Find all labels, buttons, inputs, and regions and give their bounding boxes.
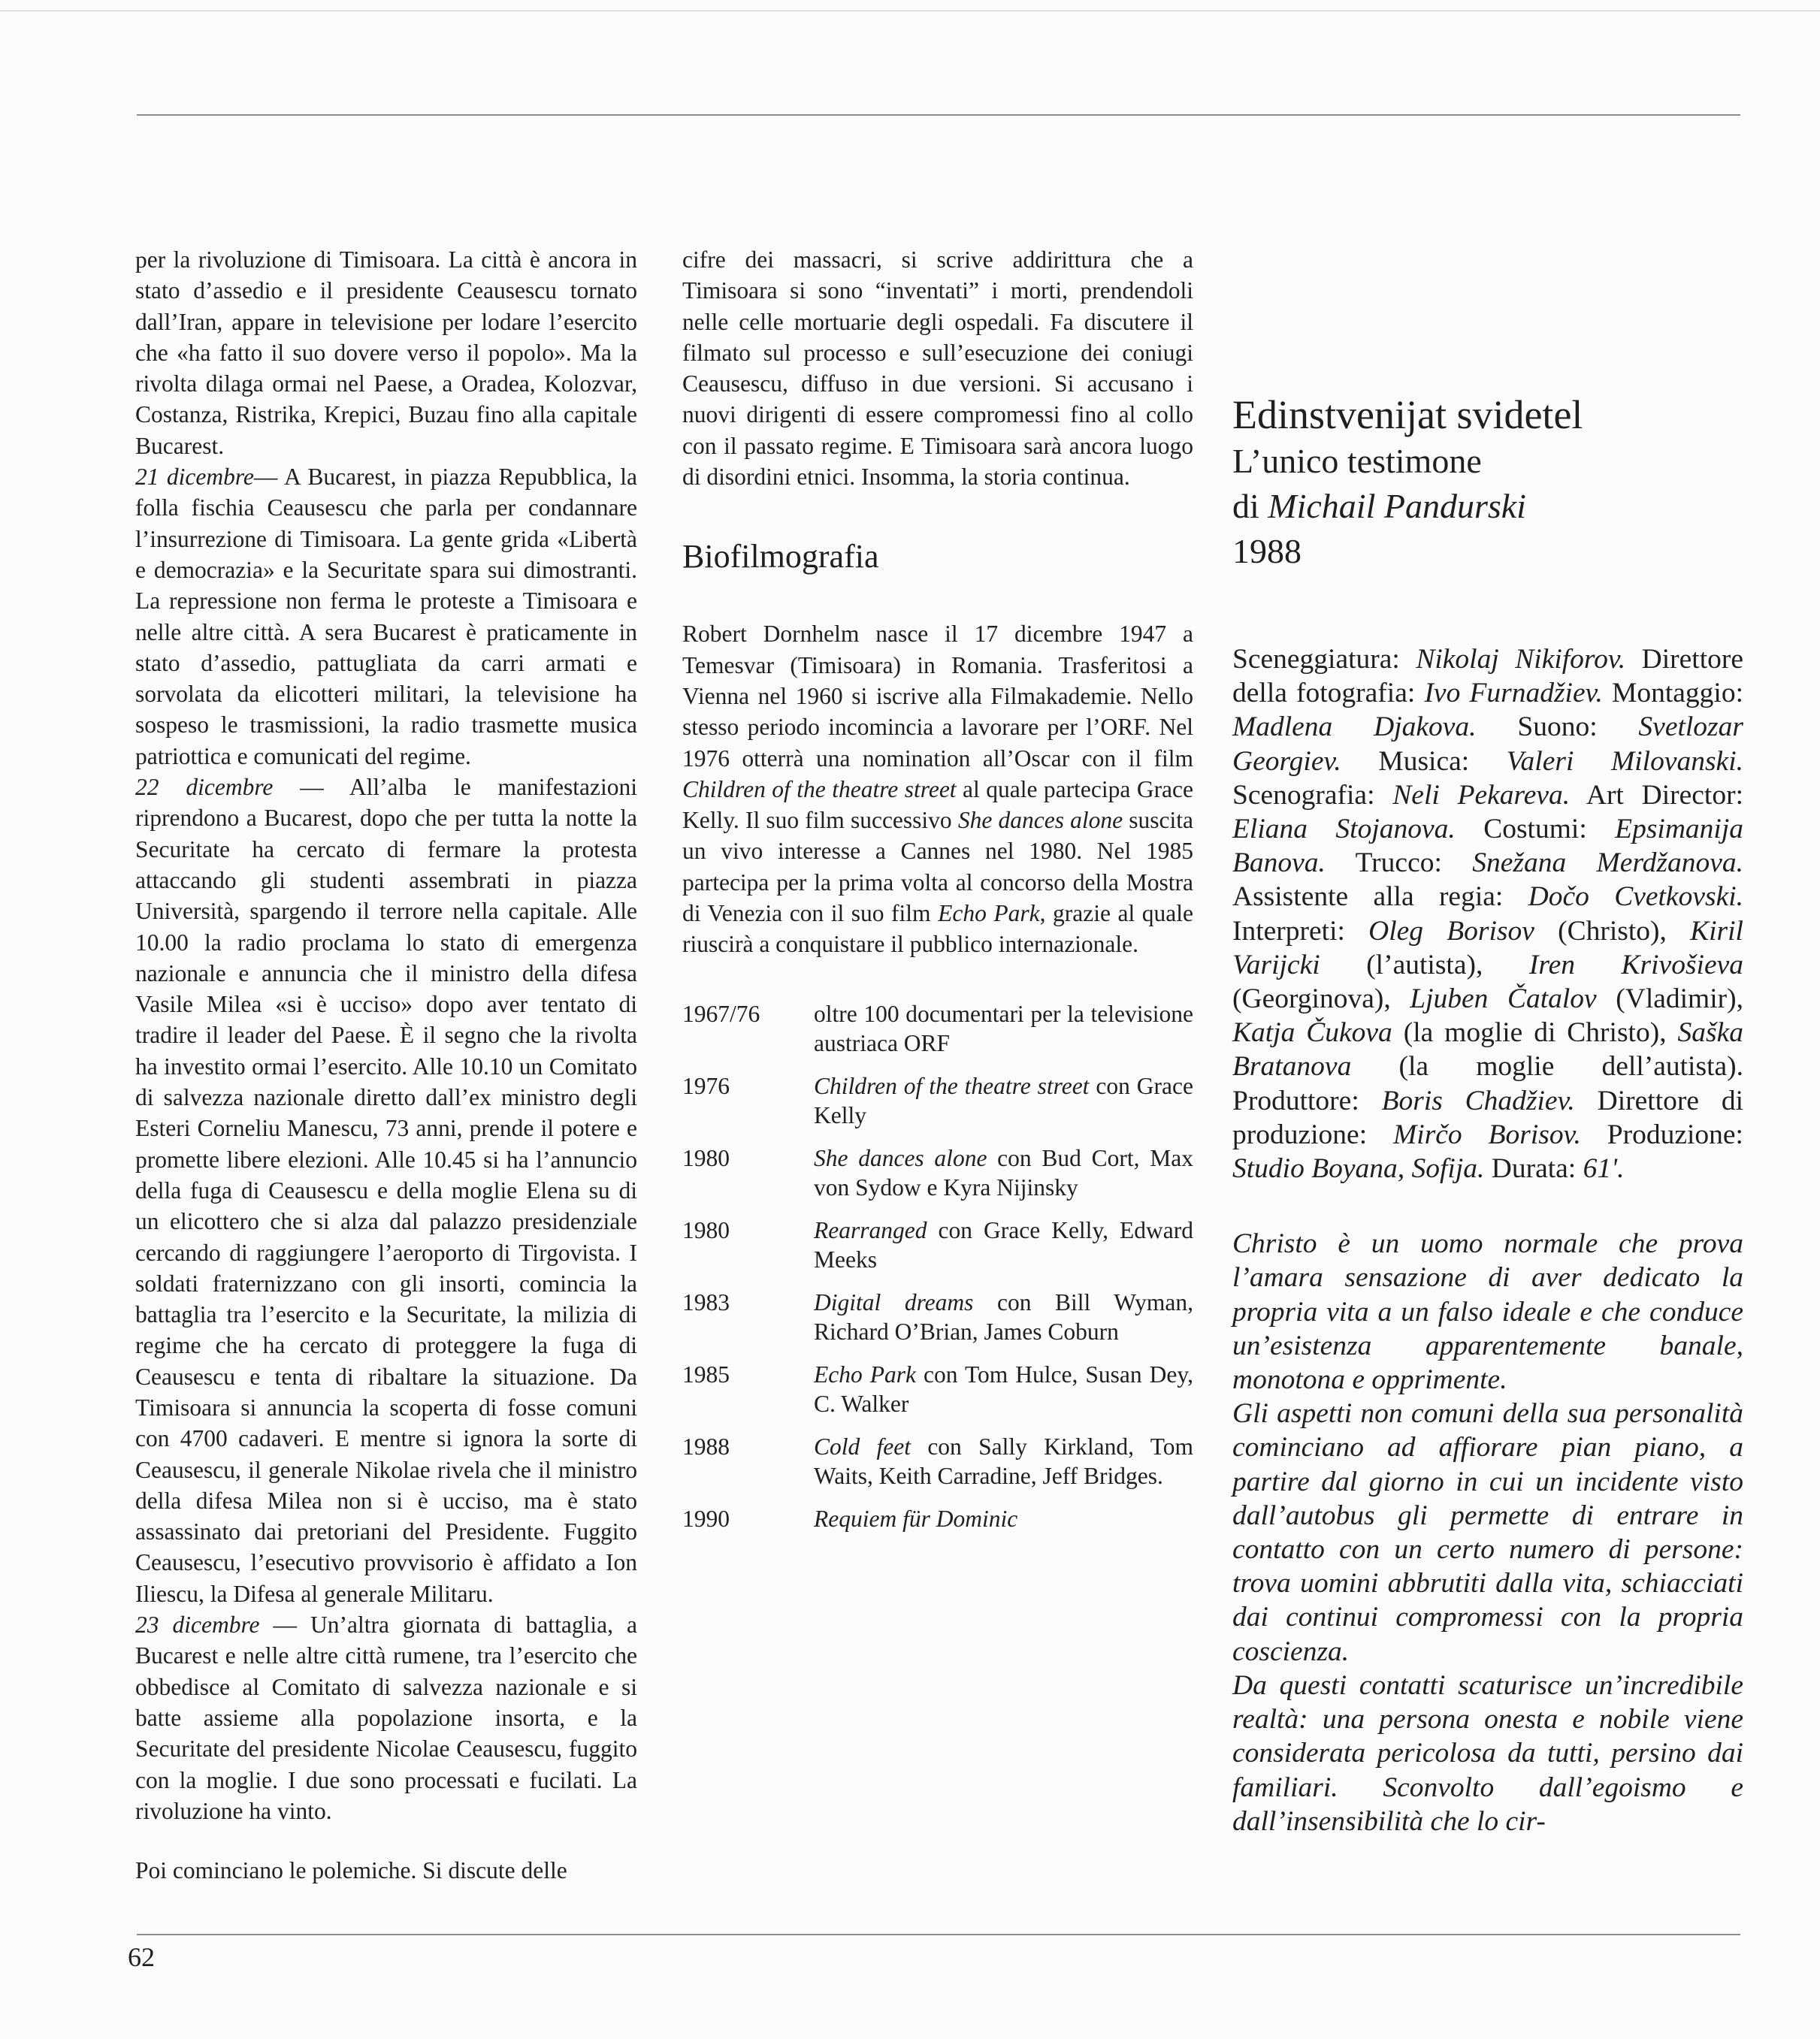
film-entry: Echo Park con Tom Hulce, Susan Dey, C. Walker bbox=[814, 1361, 1193, 1418]
film-year: 1988 bbox=[682, 1433, 730, 1460]
paragraph-21-dicembre bbox=[135, 461, 637, 772]
middle-column bbox=[682, 244, 1193, 1546]
paragraph-text: — A Bucarest, in piazza Repubblica, la folla fischia Ceausescu che parla per condannare l’insurrezione di Timisoara. La gente grida «Libertà e democrazia» e la Securitate spara sui dimostranti. La repressione non ferma le proteste a Timisoara e nelle altre città. A sera Bucarest è praticamente in stato d’assedio, pattugliata da carri armati e sorvolata da elicotteri militari, la televisione ha sospeso le trasmissioni, la radio trasmette musica patriottica e comunicati del regime. bbox=[135, 464, 637, 769]
film-year: 1976 bbox=[682, 1072, 730, 1099]
date-label: 23 dicembre bbox=[135, 1612, 260, 1639]
film-entry: Children of the theatre street con Grace Kelly bbox=[814, 1072, 1193, 1129]
section-title: Biofilmografia bbox=[682, 538, 879, 575]
paragraph: cifre dei massacri, si scrive addirittura che a Timisoara si sono “inventati” i morti, prendendoli nelle celle mortuarie degli ospedali. Fa discutere il filmato sul processo e sull’esecuzione dei coniugi Ceausescu, diffuso in due versioni. Si accusano i nuovi dirigenti di essere compromessi fino al collo con il passato regime. E Timisoara sarà ancora luogo di disordini etnici. Insomma, la storia continua. bbox=[682, 246, 1193, 491]
filmography-table bbox=[682, 999, 1193, 1547]
biography-paragraph: Robert Dornhelm nasce il 17 dicembre 1947 a Temesvar (Timisoara) in Romania. Trasferitosi a Vienna nel 1960 si iscrive alla Filmakademie. Nello stesso periodo incomincia a lavorare per l’ORF. Nel 1976 otterrà una nomination all’Oscar con il film Children of the theatre street al quale partecipa Grace Kelly. Il suo film successivo She dances alone suscita un vivo interesse a Cannes nel 1980. Nel 1985 partecipa per la prima volta al concorso della Mostra di Venezia con il suo film Echo Park, grazie al quale riuscirà a conquistare il pubblico internazionale. bbox=[682, 621, 1194, 958]
film-entry: She dances alone con Bud Cort, Max von Sydow e Kyra Nijinsky bbox=[814, 1144, 1193, 1201]
filmography-row bbox=[682, 1143, 1193, 1216]
film-year: 1985 bbox=[682, 1361, 730, 1388]
film-entry: Digital dreams con Bill Wyman, Richard O’Brian, James Coburn bbox=[814, 1288, 1193, 1346]
header-rule bbox=[137, 114, 1740, 116]
film-year: 1967/76 bbox=[682, 1000, 760, 1027]
film-year: 1990 bbox=[682, 1505, 730, 1532]
film-entry: Rearranged con Grace Kelly, Edward Meeks bbox=[814, 1216, 1193, 1273]
film-title: She dances alone bbox=[957, 807, 1123, 834]
right-column bbox=[1232, 642, 1743, 1838]
paragraph-22-dicembre bbox=[135, 772, 637, 1609]
filmography-row bbox=[682, 1504, 1193, 1547]
synopsis-paragraph: Gli aspetti non comuni della sua personalità cominciano ad affiorare pian piano, a partire dal giorno in cui un incidente visto dall’autobus gli permette di entrare in contatto con un certo numero di persone: trova uomini abbrutiti dalla vita, schiacciati dai continui compromessi con la propria coscienza. bbox=[1232, 1398, 1743, 1667]
film-title-original: Edinstvenijat svidetel bbox=[1232, 392, 1583, 437]
film-title: Children of the theatre street bbox=[682, 775, 957, 802]
film-entry: Requiem für Dominic bbox=[814, 1505, 1018, 1532]
paragraph-text: — All’alba le manifestazioni riprendono a Bucarest, dopo che per tutta la notte la Securitate ha cercato di fermare la protesta attaccando gli studenti assembrati in piazza Università, spargendo il terrore nella capitale. Alle 10.00 la radio proclama lo stato di emergenza nazionale e annuncia che il ministro della difesa Vasile Milea «si è ucciso» dopo aver tentato di tradire il leader del Paese. È il segno che la rivolta ha investito ormai l’esercito. Alle 10.10 un Comitato di salvezza nazionale diretto dall’ex ministro degli Esteri Corneliu Manescu, 73 anni, prende il potere e promette libere elezioni. Alle 10.45 si ha l’annuncio della fuga di Ceausescu e della moglie Elena su di un elicottero che si alza dal palazzo presidenziale cercando di raggiungere l’aeroporto di Tirgovista. I soldati fraternizzano con gli insorti, comincia la battaglia tra l’esercito e la Securitate, la milizia di regime che ha cercato di proteggere la fuga di Ceausescu e tenta di ribaltare la situazione. Da Timisoara si annuncia la scoperta di fosse comuni con 4700 cadaveri. E mentre si ignora la sorte di Ceausescu, il generale Nikolae rivela che il ministro della difesa Milea non si è ucciso, ma è stato assassinato dai pretoriani del Presidente. Fuggito Ceausescu, l’esecutivo provvisorio è affidato a Ion Iliescu, la Difesa al generale Militaru. bbox=[135, 774, 637, 1607]
footer-rule bbox=[137, 1934, 1740, 1935]
paragraph-23-dicembre bbox=[135, 1609, 637, 1826]
date-label: 21 dicembre bbox=[135, 464, 254, 491]
filmography-row bbox=[682, 1288, 1193, 1360]
page-number: 62 bbox=[128, 1942, 155, 1972]
paragraph: per la rivoluzione di Timisoara. La città è ancora in stato d’assedio e il presidente Ceausescu tornato dall’Iran, appare in televisione per lodare l’esercito che «ha fatto il suo dovere verso il popolo». Ma la rivolta dilaga ormai nel Paese, a Oradea, Kolozvar, Costanza, Ristrika, Krepici, Buzau fino alla capitale Bucarest. bbox=[135, 246, 637, 459]
filmography-row bbox=[682, 1360, 1193, 1432]
credits-paragraph: Sceneggiatura: Nikolaj Nikiforov. Direttore della fotografia: Ivo Furnadžiev. Montaggio: Madlena Djakova. Suono: Svetlozar Georgiev. Musica: Valeri Milovanski. Scenografia: Neli Pekareva. Art Director: Eliana Stojanova. Costumi: Epsimanija Banova. Trucco: Snežana Merdžanova. Assistente alla regia: Dočo Cvetkovski. Interpreti: Oleg Borisov (Christo), Kiril Varijcki (l’autista), Iren Krivošieva (Georginova), Ljuben Čatalov (Vladimir), Katja Čukova (la moglie di Christo), Saška Bratanova (la moglie dell’autista). Produttore: Boris Chadžiev. Direttore di produzione: Mirčo Borisov. Produzione: Studio Boyana, Sofija. Durata: 61'. bbox=[1232, 644, 1744, 1185]
synopsis-paragraph: Christo è un uomo normale che prova l’amara sensazione di aver dedicato la propria vita a un falso ideale e che conduce un’esistenza apparentemente banale, monotona e opprimente. bbox=[1232, 1228, 1743, 1396]
paragraph-text: — Un’altra giornata di battaglia, a Bucarest e nelle altre città rumene, tra l’esercito che obbedisce al Comitato di salvezza nazionale e si batte assieme alla popolazione insorta, e la Securitate del presidente Nicolae Ceausescu, fuggito con la moglie. I due sono processati e fucilati. La rivoluzione ha vinto. bbox=[135, 1612, 637, 1824]
filmography-row bbox=[682, 1216, 1193, 1288]
film-entry: Cold feet con Sally Kirkland, Tom Waits, Keith Carradine, Jeff Bridges. bbox=[814, 1433, 1194, 1490]
filmography-row bbox=[682, 1432, 1193, 1504]
filmography-row bbox=[682, 1071, 1193, 1143]
film-year: 1980 bbox=[682, 1216, 730, 1243]
synopsis-paragraph: Da questi contatti scaturisce un’incredibile realtà: una persona onesta e nobile viene considerata pericolosa da tutti, persino dai familiari. Sconvolto dall’egoismo e dall’insensibilità che lo cir- bbox=[1232, 1669, 1743, 1837]
film-entry: oltre 100 documentari per la televisione austriaca ORF bbox=[814, 1000, 1193, 1057]
date-label: 22 dicembre bbox=[135, 774, 274, 801]
film-year: 1983 bbox=[682, 1288, 730, 1316]
film-header bbox=[1232, 391, 1743, 574]
filmography-row bbox=[682, 999, 1193, 1071]
film-title-italian: L’unico testimone bbox=[1232, 442, 1482, 480]
paragraph: Poi cominciano le polemiche. Si discute delle bbox=[135, 1857, 567, 1884]
film-year: 1988 bbox=[1232, 532, 1302, 570]
synopsis bbox=[1232, 1227, 1743, 1838]
film-year: 1980 bbox=[682, 1144, 730, 1171]
left-column bbox=[135, 244, 637, 1886]
film-title: Echo Park bbox=[938, 900, 1040, 927]
film-director: di Michail Pandurski bbox=[1232, 487, 1526, 525]
